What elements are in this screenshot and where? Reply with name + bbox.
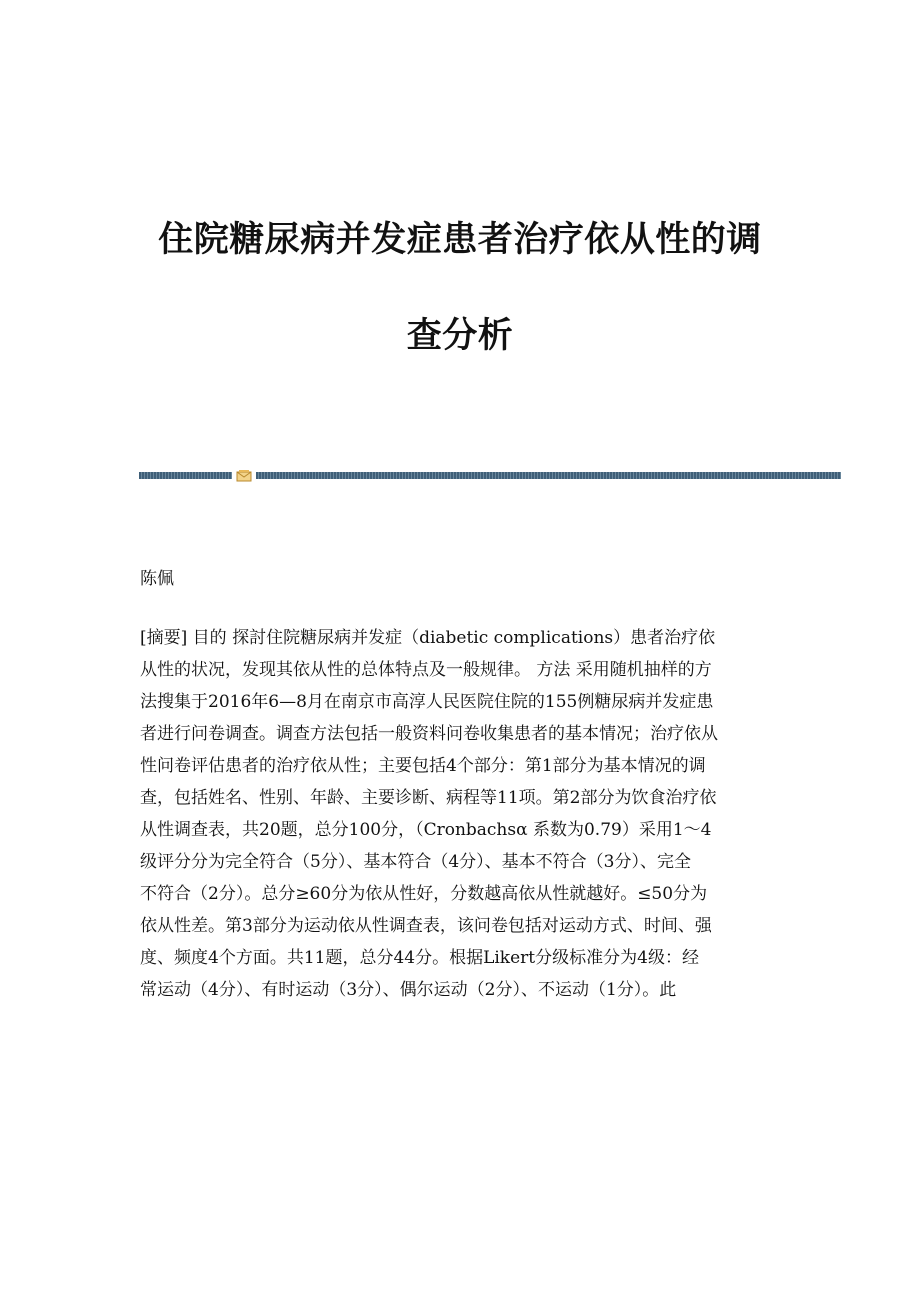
document-title-line-2: 查分析 <box>406 316 514 356</box>
abstract-line: 不符合（2分）。总分≥60分为依从性好，分数越高依从性就越好。≤50分为 <box>140 884 708 904</box>
author-name: 陈佩 <box>140 569 174 589</box>
abstract-line: 度、频度4个方面。共11题，总分44分。根据Likert分级标准分为4级：经 <box>140 948 699 968</box>
divider-bar-right <box>256 472 841 479</box>
divider-bar-left <box>139 472 232 479</box>
abstract-line: 法搜集于2016年6—8月在南京市高淳人民医院住院的155例糖尿病并发症患 <box>140 692 714 712</box>
abstract-line: 从性的状况，发现其依从性的总体特点及一般规律。 方法 采用随机抽样的方 <box>140 660 712 680</box>
abstract-line: 性问卷评估患者的治疗依从性；主要包括4个部分：第1部分为基本情况的调 <box>140 756 706 776</box>
abstract-line: 依从性差。第3部分为运动依从性调查表，该问卷包括对运动方式、时间、强 <box>140 916 712 936</box>
abstract-line: 者进行问卷调查。调查方法包括一般资料问卷收集患者的基本情况；治疗依从 <box>140 724 718 744</box>
abstract-line: 级评分分为完全符合（5分）、基本符合（4分）、基本不符合（3分）、完全 <box>140 852 691 872</box>
abstract-line: 常运动（4分）、有时运动（3分）、偶尔运动（2分）、不运动（1分）。此 <box>140 980 677 1000</box>
title-divider <box>139 468 841 482</box>
envelope-icon <box>236 468 252 482</box>
document-title-line-1: 住院糖尿病并发症患者治疗依从性的调 <box>158 220 762 260</box>
abstract-paragraph <box>140 622 780 1006</box>
abstract-line: 从性调查表，共20题，总分100分，（Cronbachsα 系数为0.79）采用1～4 <box>140 820 712 840</box>
abstract-line: 查，包括姓名、性别、年龄、主要诊断、病程等11项。第2部分为饮食治疗依 <box>140 788 717 808</box>
abstract-line: [摘要] 目的 探討住院糖尿病并发症（diabetic complications）患者治疗依 <box>140 628 716 648</box>
